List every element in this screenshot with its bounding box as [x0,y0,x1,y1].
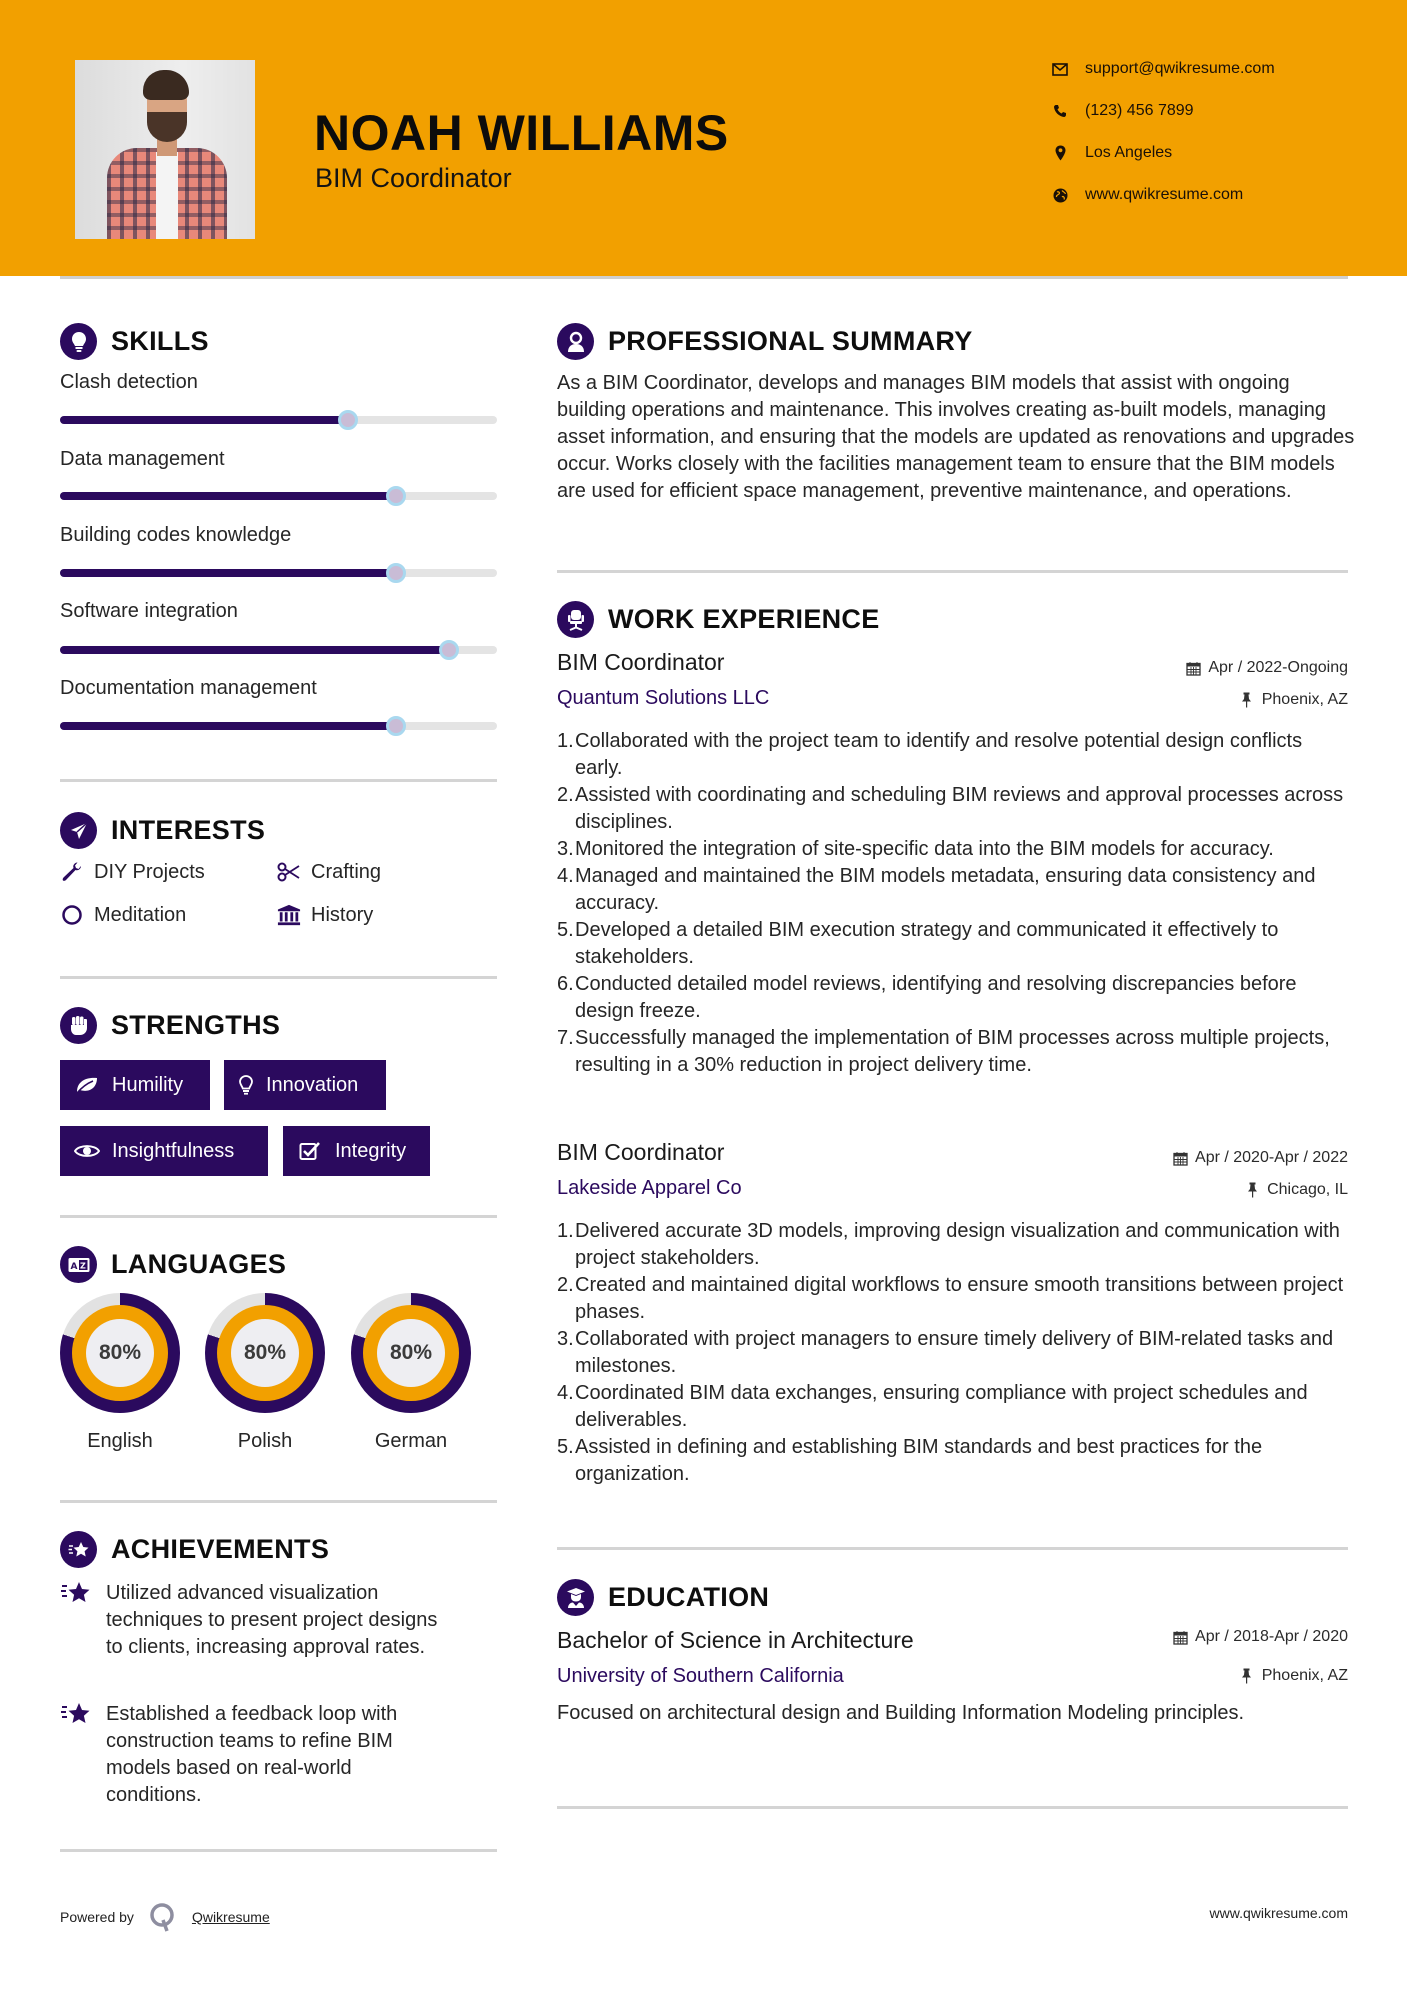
skill-bar [60,492,497,500]
lightbulb-icon [60,323,97,360]
achievement-item: Utilized advanced visualization techniques to present project designs to clients, increasing approval rates. [60,1580,500,1661]
education-description: Focused on architectural design and Building Information Modeling principles. [557,1702,1245,1724]
job-title: BIM Coordinator [557,1139,725,1165]
job-bullet: 2. Created and maintained digital workflows to ensure smooth transitions between project phases. [557,1274,1344,1323]
job-bullet: 5. Developed a detailed BIM execution strategy and communicated it effectively to stakeholders. [557,919,1279,968]
star-icon [60,1701,94,1727]
education-school: University of Southern California [557,1665,844,1687]
job-bullet: 5. Assisted in defining and establishing BIM standards and best practices for the organization. [557,1436,1263,1485]
section-divider [60,779,497,782]
skill-bar-fill [60,492,396,500]
graduate-icon [557,1579,594,1616]
language-donut-polish: 80% [205,1293,325,1413]
job-bullet-list [557,728,1347,1079]
job-bullet-list [557,1218,1347,1488]
job-bullet: 1. Collaborated with the project team to identify and resolve potential design conflicts early. [557,730,1303,779]
strengths-section-heading: STRENGTHS [60,1007,280,1044]
job-bullet: 2. Assisted with coordinating and scheduling BIM reviews and approval processes across disciplines. [557,784,1344,833]
job-bullet: 4. Coordinated BIM data exchanges, ensuring compliance with project schedules and deliverables. [557,1382,1308,1431]
job-dates: Apr / 2022-Ongoing [1185,659,1348,677]
map-marker-icon [1050,143,1070,163]
star-icon [60,1580,94,1606]
star-badge-icon [60,1531,97,1568]
skill-label: Clash detection [60,371,198,393]
section-divider [60,1849,497,1852]
strength-chip: Insightfulness [60,1126,268,1176]
summary-section-heading: PROFESSIONAL SUMMARY [557,323,973,360]
candidate-title: BIM Coordinator [315,163,512,193]
education-dates: Apr / 2018-Apr / 2020 [1172,1628,1348,1646]
strength-chip: Integrity [283,1126,430,1176]
office-chair-icon [557,601,594,638]
language-label: Polish [237,1430,293,1452]
header-divider [60,276,1348,279]
language-donut-german: 80% [351,1293,471,1413]
svg-text:A: A [70,1261,77,1272]
job-bullet: 7. Successfully managed the implementation of BIM processes across multiple projects, resulting in a 30% reduction in project delivery time. [557,1027,1330,1076]
checkbox-icon [297,1140,323,1162]
section-divider [557,570,1348,573]
globe-icon [1050,185,1070,205]
skill-bar-fill [60,646,449,654]
skill-bar-handle [386,563,406,583]
contact-phone[interactable]: (123) 456 7899 [1050,101,1194,121]
calendar-icon [1172,1629,1188,1645]
section-divider [557,1806,1348,1809]
footer-website-link[interactable]: www.qwikresume.com [1209,1905,1348,1921]
experience-section-heading: WORK EXPERIENCE [557,601,880,638]
skill-bar [60,416,497,424]
user-icon [557,323,594,360]
skill-bar [60,722,497,730]
leaf-icon [74,1074,100,1096]
paper-plane-icon [60,812,97,849]
section-divider [60,1215,497,1218]
language-label: English [87,1430,153,1452]
scissors-icon [277,860,301,884]
job-company: Quantum Solutions LLC [557,687,770,709]
contact-location: Los Angeles [1050,143,1172,163]
education-section-heading: EDUCATION [557,1579,769,1616]
qwikresume-link[interactable]: Qwikresume [191,1909,270,1925]
skill-bar [60,569,497,577]
job-company: Lakeside Apparel Co [557,1177,742,1199]
circle-icon [60,903,84,927]
qwikresume-logo-icon [148,1902,176,1932]
skill-bar-fill [60,722,396,730]
lightbulb-icon [238,1074,254,1096]
job-location: Phoenix, AZ [1239,691,1348,709]
skill-label: Data management [60,448,225,470]
job-bullet: 4. Managed and maintained the BIM models metadata, ensuring data consistency and accuracy. [557,865,1316,914]
languages-section-heading: A Z LANGUAGES [60,1246,286,1283]
interest-item: Crafting [277,860,381,884]
interest-item: DIY Projects [60,860,205,884]
profile-photo [75,60,255,239]
job-bullet: 1. Delivered accurate 3D models, improving design visualization and communication with project stakeholders. [557,1220,1340,1269]
interest-item: Meditation [60,903,186,927]
language-label: German [374,1430,448,1452]
skill-bar-fill [60,416,348,424]
skill-bar [60,646,497,654]
summary-text: As a BIM Coordinator, develops and manages BIM models that assist with ongoing building operations and maintenance. This involves creating as-built models, managing asset information, and ensuring that the models are updated as renovations and upgrades occur. Works closely with the facilities management team to ensure that the BIM models are used for efficient space management, preventive maintenance, and operations. [557,372,1355,502]
contact-website[interactable]: www.qwikresume.com [1050,185,1243,205]
skill-label: Documentation management [60,677,317,699]
skills-section-heading: SKILLS [60,323,209,360]
section-divider [60,976,497,979]
eye-icon [74,1140,100,1162]
skill-bar-handle [439,640,459,660]
job-dates: Apr / 2020-Apr / 2022 [1172,1149,1348,1167]
pushpin-icon [1244,1182,1260,1198]
calendar-icon [1185,660,1201,676]
section-divider [60,1500,497,1503]
language-donut-english: 80% [60,1293,180,1413]
contact-email[interactable]: support@qwikresume.com [1050,59,1275,79]
strength-chip: Humility [60,1060,210,1110]
wrench-icon [60,860,84,884]
job-bullet: 3. Monitored the integration of site-specific data into the BIM models for accuracy. [557,838,1274,860]
pushpin-icon [1239,1668,1255,1684]
skill-label: Building codes knowledge [60,524,292,546]
interest-item: History [277,903,373,927]
phone-icon [1050,101,1070,121]
job-bullet: 3. Collaborated with project managers to ensure timely delivery of BIM-related tasks and milestones. [557,1328,1334,1377]
achievements-section-heading: ACHIEVEMENTS [60,1531,329,1568]
candidate-name: NOAH WILLIAMS [314,105,729,161]
achievement-item: Established a feedback loop with construction teams to refine BIM models based on real-world conditions. [60,1701,500,1809]
interests-section-heading: INTERESTS [60,812,265,849]
strength-chip: Innovation [224,1060,386,1110]
skill-bar-fill [60,569,396,577]
education-degree: Bachelor of Science in Architecture [557,1627,914,1653]
museum-icon [277,903,301,927]
skill-bar-handle [386,716,406,736]
svg-text:Z: Z [79,1261,86,1270]
job-bullet: 6. Conducted detailed model reviews, identifying and resolving discrepancies before design freeze. [557,973,1297,1022]
education-location: Phoenix, AZ [1239,1667,1348,1685]
calendar-icon [1172,1150,1188,1166]
skill-label: Software integration [60,600,238,622]
fist-icon [60,1007,97,1044]
job-title: BIM Coordinator [557,649,725,675]
footer-powered-by: Powered by Qwikresume [60,1902,270,1932]
job-location: Chicago, IL [1244,1181,1348,1199]
skill-bar-handle [338,410,358,430]
pushpin-icon [1239,692,1255,708]
section-divider [557,1547,1348,1550]
translate-icon [60,1246,97,1283]
skill-bar-handle [386,486,406,506]
envelope-icon [1050,59,1070,79]
